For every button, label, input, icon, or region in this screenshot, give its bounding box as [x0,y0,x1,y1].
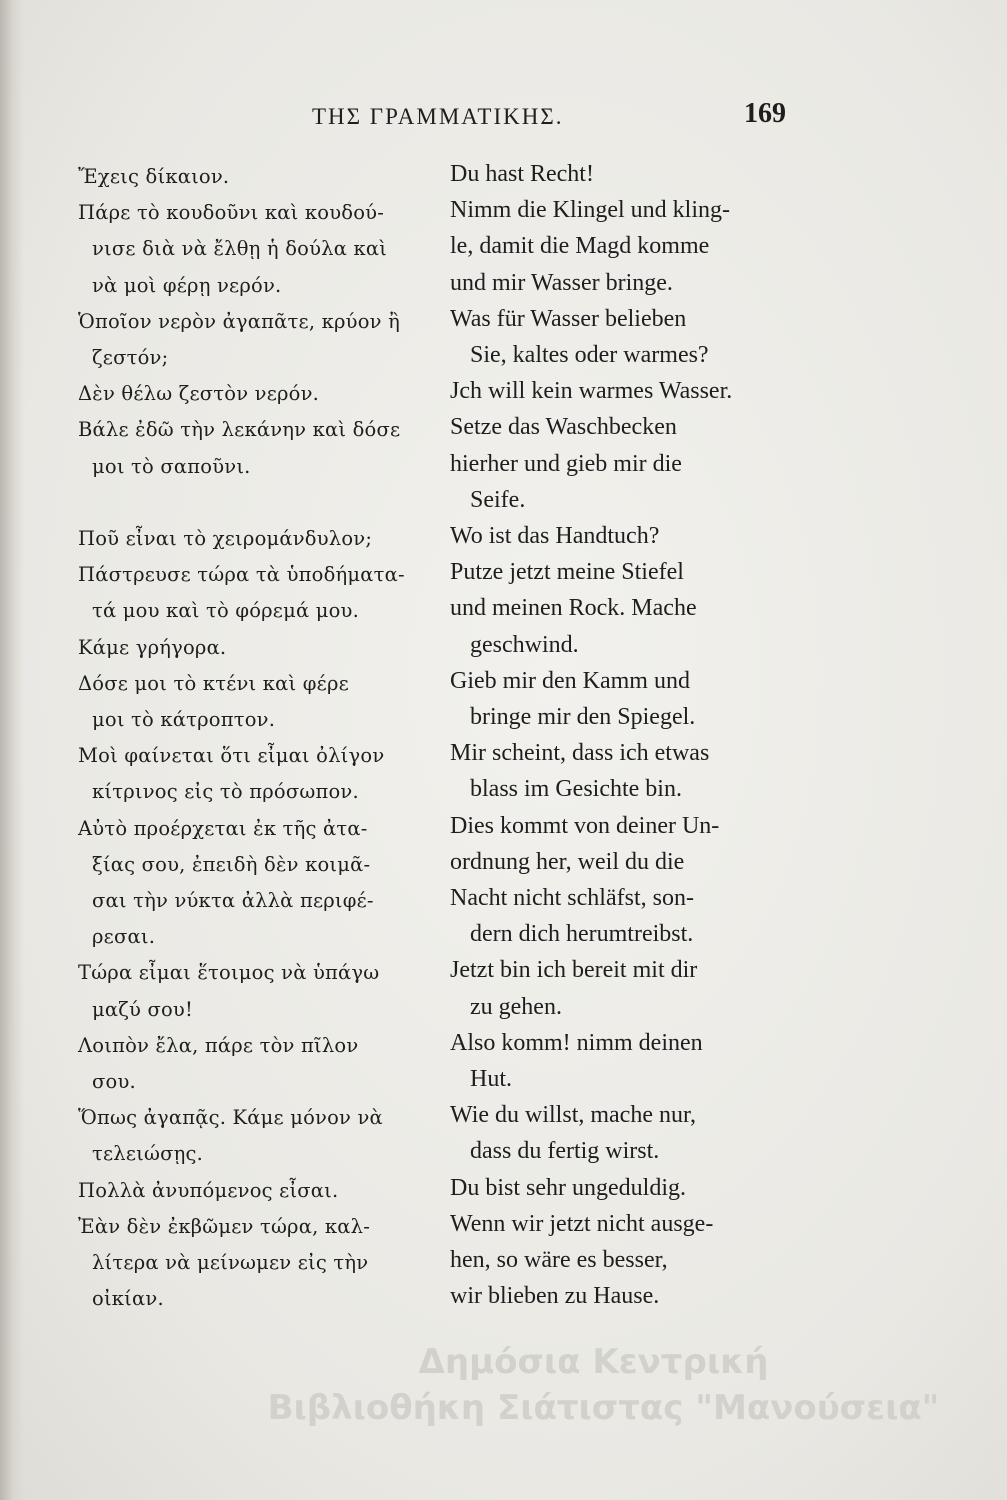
german-line: Dies kommt von deiner Un- [450,813,720,839]
greek-line: Ὁποῖον νερὸν ἀγαπᾶτε, κρύον ἢ [78,310,401,333]
german-line: und mir Wasser bringe. [450,270,673,296]
german-line: Jetzt bin ich bereit mit dir [450,957,698,983]
greek-line: Πάστρευσε τώρα τὰ ὑποδήματα- [78,563,405,586]
greek-line: τελειώσῃς. [92,1142,204,1165]
german-line: Wo ist das Handtuch? [450,523,660,549]
greek-line: ζεστόν; [92,346,169,369]
german-line: Seife. [470,487,526,513]
greek-line: τά μου καὶ τὸ φόρεμά μου. [92,599,360,622]
german-line: Setze das Waschbecken [450,414,677,440]
greek-line: Ποῦ εἶναι τὸ χειρομάνδυλον; [78,527,373,550]
watermark-line-2: Βιβλιοθήκη Σιάτιστας "Μανούσεια" [267,1388,940,1428]
watermark-line-1: Δημόσια Κεντρική [418,1342,769,1382]
german-line: hierher und gieb mir die [450,451,682,477]
greek-line: νὰ μοὶ φέρῃ νερόν. [92,274,282,297]
greek-line: μοι τὸ σαποῦνι. [92,455,251,478]
greek-line: λίτερα νὰ μείνωμεν εἰς τὴν [92,1251,369,1274]
german-line: hen, so wäre es besser, [450,1247,668,1273]
german-line: geschwind. [470,632,579,658]
greek-line: οἰκίαν. [92,1287,164,1310]
greek-line: Τώρα εἶμαι ἕτοιμος νὰ ὑπάγω [78,961,380,984]
german-line: Also komm! nimm deinen [450,1030,703,1056]
german-line: wir blieben zu Hause. [450,1283,660,1309]
greek-line: σου. [92,1070,136,1093]
german-line: Mir scheint, dass ich etwas [450,740,710,766]
greek-line: Ὅπως ἀγαπᾷς. Κάμε μόνον νὰ [78,1106,383,1129]
greek-line: μαζύ σου! [92,998,194,1021]
german-line: Hut. [470,1066,512,1092]
greek-line: Πάρε τὸ κουδοῦνι καὶ κουδού- [78,201,384,224]
german-line: blass im Gesichte bin. [470,776,682,802]
greek-line: Λοιπὸν ἔλα, πάρε τὸν πῖλον [78,1034,359,1057]
german-line: Sie, kaltes oder warmes? [470,342,709,368]
german-line: Wenn wir jetzt nicht ausge- [450,1211,714,1237]
page-number: 169 [744,98,786,129]
greek-line: Δόσε μοι τὸ κτένι καὶ φέρε [78,672,349,695]
german-line: bringe mir den Spiegel. [470,704,696,730]
german-line: Putze jetzt meine Stiefel [450,559,684,585]
greek-line: Πολλὰ ἀνυπόμενος εἶσαι. [78,1179,339,1202]
german-line: le, damit die Magd komme [450,233,710,259]
german-line: und meinen Rock. Mache [450,595,697,621]
greek-line: νισε διὰ νὰ ἔλθῃ ἡ δούλα καὶ [92,237,388,260]
german-line: Jch will kein warmes Wasser. [450,378,733,404]
greek-line: σαι τὴν νύκτα ἀλλὰ περιφέ- [92,889,374,912]
greek-line: Δὲν θέλω ζεστὸν νερόν. [78,382,320,405]
greek-line: κίτρινος εἰς τὸ πρόσωπον. [92,780,359,803]
german-line: dern dich herumtreibst. [470,921,694,947]
greek-line: Κάμε γρήγορα. [78,636,227,659]
greek-line: μοι τὸ κάτροπτον. [92,708,276,731]
german-line: Nimm die Klingel und kling- [450,197,730,223]
greek-line: ρεσαι. [92,925,156,948]
german-line: dass du fertig wirst. [470,1138,660,1164]
running-head: ΤΗΣ ΓΡΑΜΜΑΤΙΚΗΣ. [312,104,564,129]
german-line: Du hast Recht! [450,161,594,187]
german-line: Was für Wasser belieben [450,306,687,332]
german-line: Nacht nicht schläfst, son- [450,885,694,911]
greek-line: Αὐτὸ προέρχεται ἐκ τῆς ἀτα- [78,817,368,840]
german-line: Wie du willst, mache nur, [450,1102,697,1128]
greek-line: Βάλε ἐδῶ τὴν λεκάνην καὶ δόσε [78,418,401,441]
german-line: Gieb mir den Kamm und [450,668,690,694]
greek-line: Μοὶ φαίνεται ὅτι εἶμαι ὀλίγον [78,744,385,767]
page-header [0,98,1007,138]
page-gutter-shadow [0,0,24,1500]
greek-line: ξίας σου, ἐπειδὴ δὲν κοιμᾶ- [92,853,371,876]
greek-line: Ἐὰν δὲν ἐκβῶμεν τώρα, καλ- [78,1215,370,1238]
german-line: Du bist sehr ungeduldig. [450,1175,686,1201]
german-line: ordnung her, weil du die [450,849,685,875]
german-line: zu gehen. [470,994,562,1020]
greek-line: Ἔχεις δίκαιον. [78,165,230,188]
